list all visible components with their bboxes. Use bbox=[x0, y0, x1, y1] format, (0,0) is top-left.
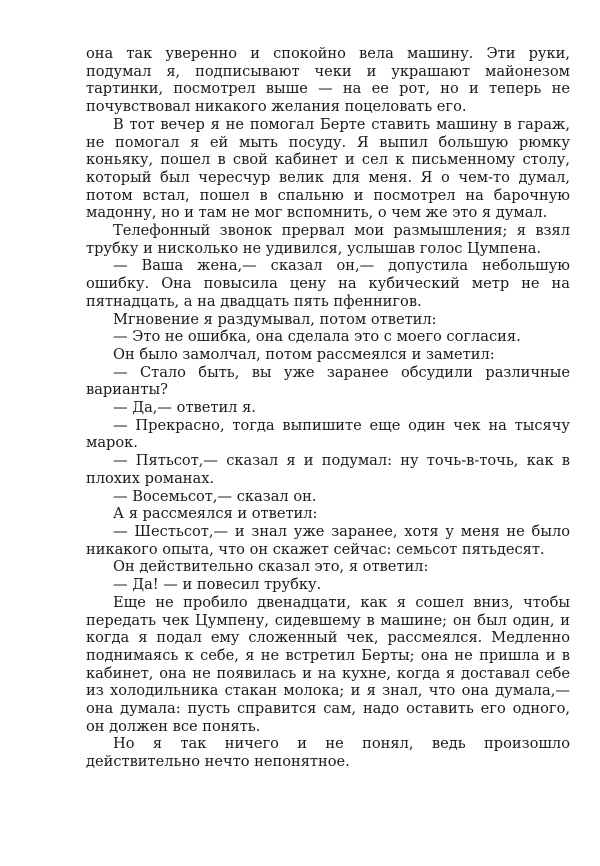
dialogue-line-4: — Да,— ответил я. bbox=[113, 399, 256, 417]
paragraph-6: А я рассмеялся и ответил: bbox=[113, 505, 318, 523]
paragraph-5: Он было замолчал, потом рассмеялся и заметил: bbox=[113, 345, 495, 363]
page-body bbox=[86, 45, 570, 771]
dialogue-line-3: — Стало быть, вы уже заранее обсудили различные варианты? bbox=[86, 363, 570, 399]
dialogue-line-2: — Это не ошибка, она сделала это с моего согласия. bbox=[113, 328, 521, 346]
paragraph-3: Телефонный звонок прервал мои размышления; я взял трубку и нисколько не удивился, услышав голос Цумпена. bbox=[86, 222, 570, 257]
paragraph-4: Мгновение я раздумывал, потом ответил: bbox=[113, 310, 437, 328]
dialogue-line-9: — Да! — и повесил трубку. bbox=[113, 576, 322, 594]
dialogue-line-7: — Восемьсот,— сказал он. bbox=[113, 487, 317, 505]
dialogue-line-8: — Шестьсот,— и знал уже заранее, хотя у меня не было никакого опыта, что он скажет сейчас: семьсот пятьдесят. bbox=[86, 522, 570, 558]
dialogue-line-5: — Прекрасно, тогда выпишите еще один чек на тысячу марок. bbox=[86, 416, 570, 452]
paragraph-1: она так уверенно и спокойно вела машину. Эти руки, подумал я, подписывают чеки и украшают майонезом тартинки, посмотрел выше — на ее рот, но и теперь не почувствовал никакого желания поцеловать его. bbox=[86, 45, 570, 116]
dialogue-line-6: — Пятьсот,— сказал я и подумал: ну точь-в-точь, как в плохих романах. bbox=[86, 452, 570, 487]
paragraph-2: В тот вечер я не помогал Берте ставить машину в гараж, не помогал я ей мыть посуду. Я выпил большую рюмку коньяку, пошел в свой кабинет и сел к письменному столу, который был чересчур велик для меня. Я о чем-то думал, потом встал, пошел в спальню и посмотрел на барочную мадонну, но и там не мог вспомнить, о чем же это я думал. bbox=[86, 115, 570, 222]
paragraph-8: Еще не пробило двенадцати, как я сошел вниз, чтобы передать чек Цумпену, сидевшему в машине; он был один, и когда я подал ему сложенный чек, рассмеялся. Медленно поднимаясь к себе, я не встретил Берты; она не пришла и в кабинет, она не появилась и на кухне, когда я доставал себе из холодильника стакан молока; и я знал, что она думала,— она думала: пусть справится сам, надо оставить его одного, он должен все понять. bbox=[86, 593, 570, 735]
paragraph-7: Он действительно сказал это, я ответил: bbox=[113, 558, 429, 576]
dialogue-line-1: — Ваша жена,— сказал он,— допустила небольшую ошибку. Она повысила цену на кубический метр не на пятнадцать, а на двадцать пять пфеннигов. bbox=[86, 257, 570, 310]
paragraph-9: Но я так ничего и не понял, ведь произошло действительно нечто непонятное. bbox=[86, 735, 570, 771]
